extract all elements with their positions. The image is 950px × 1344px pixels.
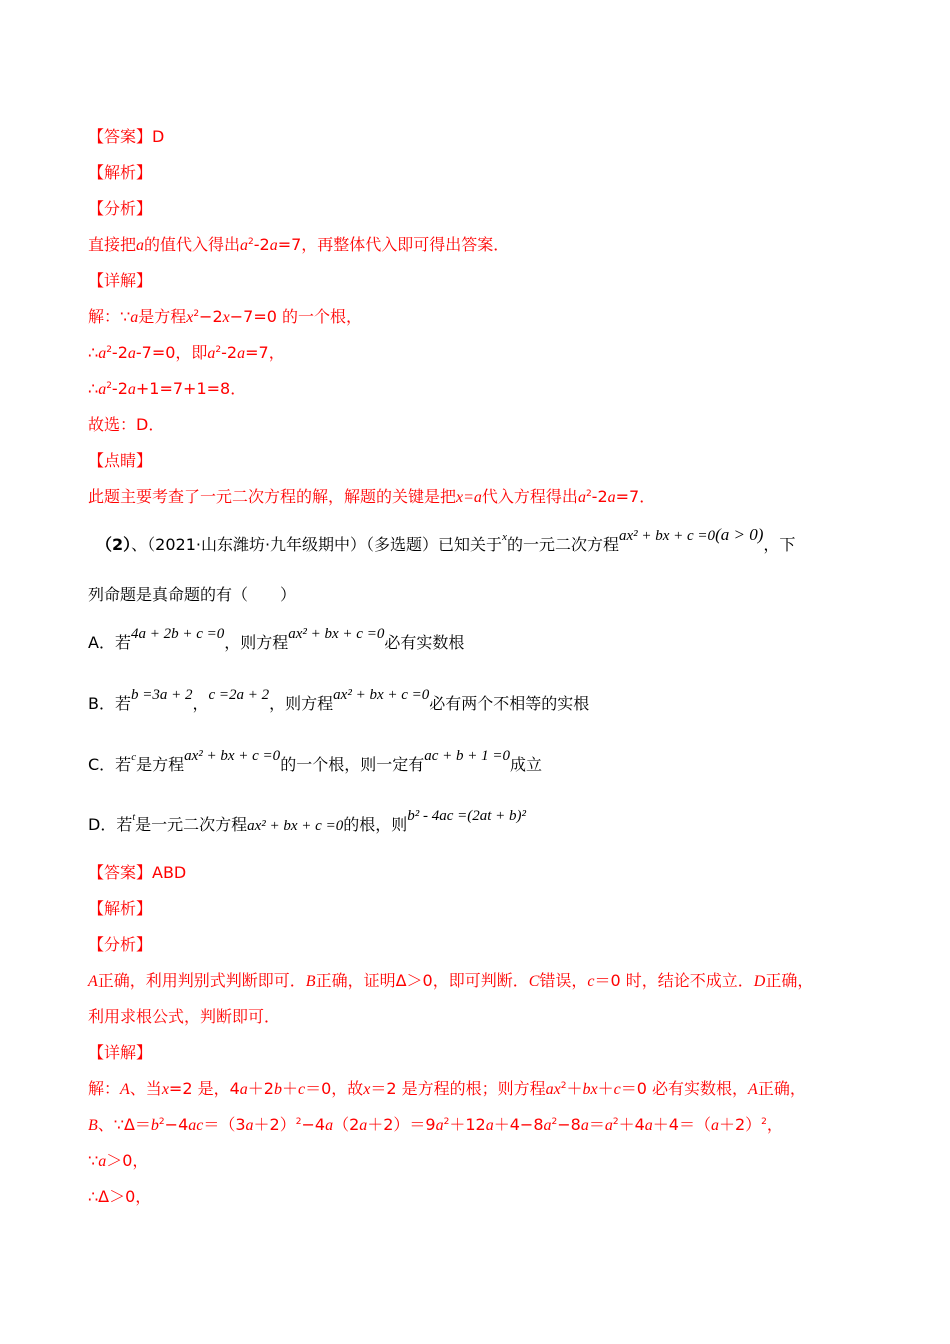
answer-label-1: 【答案】D — [88, 127, 165, 146]
fenxi-label-1: 【分析】 — [88, 199, 153, 218]
question-number: （2） — [96, 535, 132, 554]
option-c: C．若$^c$是方程ax² + bx + c =0的一个根，则一定有ac + b + 1 =0成立 — [88, 748, 542, 774]
jiexi-label-2: 【解析】 — [88, 899, 153, 918]
fenxi-text-2b: 利用求根公式，判断即可． — [88, 1007, 281, 1026]
option-b: B．若b =3a + 2，c =2a + 2，则方程ax² + bx + c =0必有两个不相等的实根 — [88, 687, 590, 713]
dianjing-label-1: 【点睛】 — [88, 451, 153, 470]
fenxi-text-1: 直接把a的值代入得出$a^2-2a=7$，再整体代入即可得出答案． — [88, 235, 510, 254]
xiangjie-label-1: 【详解】 — [88, 271, 153, 290]
xiangjie-label-2: 【详解】 — [88, 1043, 153, 1062]
detail-c: ∵a＞0， — [88, 1151, 149, 1170]
detail-a: 解：A、当x=2 是，4a＋2b＋c＝0，故x＝2 是方程的根；则方程$ax^2+bx+c=0$ 必有实数根，A正确， — [88, 1079, 806, 1098]
detail-b: B、$\because\Delta=b^2-4ac=(3a+2)^2-4a(2a+2)=9a^2+12a+4-8a^2-8a=a^2+4a+4=(a+2)^2$， — [88, 1115, 783, 1134]
option-d: D．若$^t$是一元二次方程ax² + bx + c =0的根，则b² - 4ac =(2at + b)² — [88, 808, 527, 834]
jiexi-label-1: 【解析】 — [88, 163, 153, 182]
option-a: A．若4a + 2b + c =0，则方程ax² + bx + c =0必有实数根 — [88, 626, 465, 652]
detail-d: ∴Δ＞0， — [88, 1187, 152, 1206]
detail-step-1: 解：∵a是方程$x^2-2x-7=0$ 的一个根， — [88, 307, 363, 326]
detail-step-4: 故选：D． — [88, 415, 165, 434]
question-2-header-cont: 列命题是真命题的有（ ） — [88, 585, 297, 604]
dianjing-text-1: 此题主要考查了一元二次方程的解，解题的关键是把x=a代入方程得出$a^2-2a=7$． — [88, 487, 656, 506]
detail-step-2: $\therefore a^2-2a-7=0$，即$a^2-2a=7$， — [88, 343, 285, 362]
detail-step-3: $\therefore a^2-2a+1=7+1=8$． — [88, 379, 247, 398]
fenxi-label-2: 【分析】 — [88, 935, 153, 954]
fenxi-text-2a: A正确，利用判别式判断即可．B正确，证明Δ＞0，即可判断．C错误，c＝0 时，结论不成立．D正确， — [88, 971, 814, 990]
answer-label-2: 【答案】ABD — [88, 863, 187, 882]
question-2-header: （2）、（2021·山东潍坊·九年级期中）（多选题）已知关于$^x$的一元二次方程ax² + bx + c =0(a > 0)，下 — [96, 525, 796, 554]
